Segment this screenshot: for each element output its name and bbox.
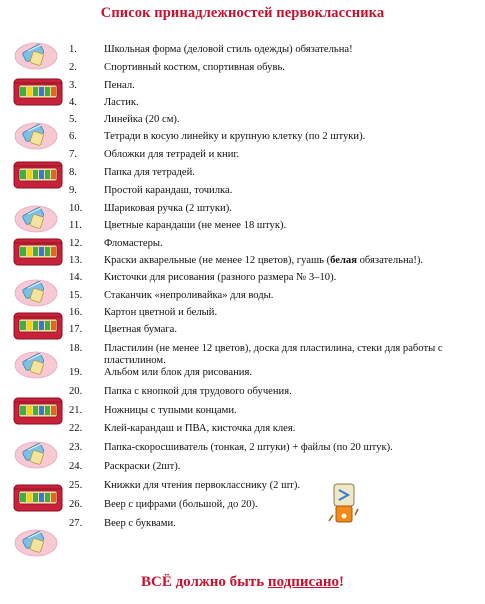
item-number: 27. (69, 518, 83, 529)
item-number: 3. (69, 80, 77, 91)
signature-note (0, 574, 485, 591)
item-text: Цветные карандаши (не менее 18 штук). (104, 220, 287, 231)
item-text-bold: белая (330, 255, 357, 266)
item-number: 6. (69, 131, 77, 142)
item-number: 2. (69, 62, 77, 73)
item-text-part: Краски акварельные (не менее 12 цветов), гуашь ( (104, 255, 331, 266)
item-number: 26. (69, 499, 83, 510)
item-number: 12. (69, 238, 83, 249)
item-text: Цветная бумага. (104, 324, 177, 335)
item-text: Раскраски (2шт). (104, 461, 181, 472)
item-number: 22. (69, 423, 83, 434)
ruler-sticker-icon (15, 530, 57, 556)
item-number: 9. (69, 185, 77, 196)
item-number: 24. (69, 461, 83, 472)
item-number: 4. (69, 97, 77, 108)
item-number: 17. (69, 324, 83, 335)
item-number: 7. (69, 149, 77, 160)
item-number: 15. (69, 290, 83, 301)
item-number: 14. (69, 272, 83, 283)
pencil-case-icon (14, 485, 62, 511)
item-text: Шариковая ручка (2 штуки). (104, 203, 232, 214)
pencil-case-icon (14, 239, 62, 265)
item-text (104, 254, 476, 267)
item-text: Спортивный костюм, спортивная обувь. (104, 62, 285, 73)
ruler-sticker-icon (15, 442, 57, 468)
item-text: Стаканчик «непроливайка» для воды. (104, 290, 274, 301)
page-title: Список принадлежностей первоклассника (100, 5, 385, 21)
item-text: Фломастеры. (104, 238, 163, 249)
item-text: Картон цветной и белый. (104, 307, 218, 318)
ruler-sticker-icon (15, 280, 57, 306)
item-text: Веер с буквами. (104, 518, 176, 529)
signature-note-underlined: подписано (267, 574, 339, 590)
item-text: Альбом или блок для рисования. (104, 367, 252, 378)
pencil-case-icon (14, 313, 62, 339)
item-number: 5. (69, 114, 77, 125)
item-text: Книжки для чтения первокласснику (2 шт). (104, 480, 301, 491)
item-text: Пенал. (104, 80, 135, 91)
item-text: Папка с кнопкой для трудового обучения. (104, 386, 292, 397)
item-text: Клей-карандаш и ПВА, кисточка для клея. (104, 423, 296, 434)
item-number: 25. (69, 480, 83, 491)
item-number: 1. (69, 44, 77, 55)
item-number: 18. (69, 343, 83, 354)
item-text: Папка-скоросшиватель (тонкая, 2 штуки) + файлы (по 20 штук). (104, 442, 393, 453)
ruler-sticker-icon (15, 123, 57, 149)
item-text: Веер с цифрами (большой, до 20). (104, 499, 258, 510)
item-number: 19. (69, 367, 83, 378)
item-text: Линейка (20 см). (104, 114, 180, 125)
item-text: Простой карандаш, точилка. (104, 185, 233, 196)
item-text: Ластик. (104, 97, 139, 108)
item-number: 11. (69, 220, 82, 231)
pencil-case-icon (14, 398, 62, 424)
pencil-case-icon (14, 79, 62, 105)
item-number: 10. (69, 203, 83, 214)
item-text: Папка для тетрадей. (104, 167, 195, 178)
signature-note-end: ! (339, 574, 344, 590)
item-text: Ножницы с тупыми концами. (104, 405, 237, 416)
item-text: Кисточки для рисования (разного размера № 3–10). (104, 272, 337, 283)
pencil-case-icon (14, 162, 62, 188)
signature-note-text: ВСЁ должно быть (140, 574, 268, 590)
item-number: 8. (69, 167, 77, 178)
item-text: Тетради в косую линейку и крупную клетку (по 2 штуки). (104, 131, 366, 142)
item-number: 23. (69, 442, 83, 453)
item-number: 20. (69, 386, 83, 397)
item-number: 16. (69, 307, 83, 318)
ruler-sticker-icon (15, 352, 57, 378)
item-text: Школьная форма (деловой стиль одежды) обязательна! (104, 44, 353, 55)
item-text: Пластилин (не менее 12 цветов), доска для пластилина, стеки для работы с (104, 343, 443, 354)
item-number: 21. (69, 405, 83, 416)
ruler-sticker-icon (15, 43, 57, 69)
item-text-continued: пластилином. (104, 355, 166, 366)
item-number: 13. (69, 255, 83, 266)
item-text-part: обязательна!). (356, 255, 424, 266)
ruler-sticker-icon (15, 206, 57, 232)
item-text: Обложки для тетрадей и книг. (104, 149, 240, 160)
